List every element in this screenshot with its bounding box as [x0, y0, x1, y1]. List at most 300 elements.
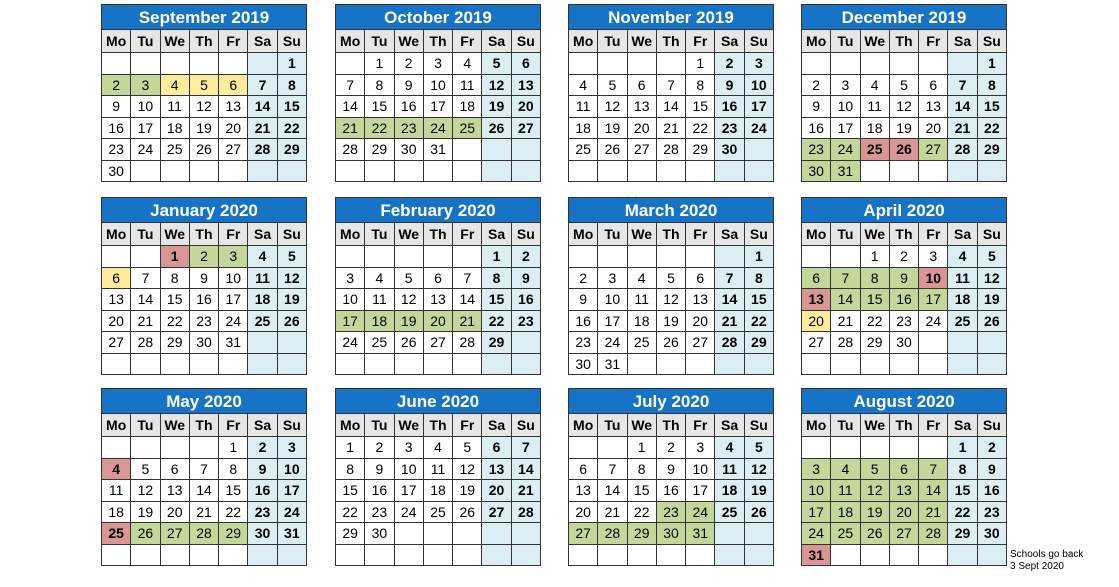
day-cell: 26 [889, 139, 918, 161]
day-cell [248, 353, 277, 375]
weekday-header-row [802, 30, 1007, 53]
week-row [102, 139, 307, 161]
day-cell: 17 [744, 96, 773, 118]
day-cell: 13 [482, 458, 511, 480]
day-cell: 29 [686, 139, 715, 161]
day-cell: 20 [102, 310, 131, 332]
weekday-header: Mo [802, 414, 831, 437]
weekday-header: We [394, 30, 423, 53]
day-cell: 30 [802, 160, 831, 182]
day-cell: 24 [831, 139, 860, 161]
day-cell: 17 [336, 310, 365, 332]
day-cell: 6 [511, 53, 540, 75]
day-cell [219, 53, 248, 75]
day-cell [511, 139, 540, 161]
day-cell: 28 [948, 139, 977, 161]
day-cell [394, 353, 423, 375]
day-cell: 14 [919, 480, 948, 502]
day-cell [569, 160, 598, 182]
day-cell: 22 [627, 501, 656, 523]
day-cell: 23 [511, 310, 540, 332]
day-cell: 2 [189, 246, 218, 268]
day-cell: 28 [598, 523, 627, 545]
note-line-2: 3 Sept 2020 [1010, 561, 1064, 572]
day-cell: 13 [423, 289, 452, 311]
day-cell: 9 [569, 289, 598, 311]
day-cell: 18 [948, 289, 977, 311]
day-cell: 14 [248, 96, 277, 118]
day-cell: 5 [860, 458, 889, 480]
day-cell: 2 [511, 246, 540, 268]
day-cell: 2 [715, 53, 744, 75]
day-cell: 17 [219, 289, 248, 311]
week-row [569, 289, 774, 311]
weekday-header: Fr [686, 30, 715, 53]
day-cell: 29 [744, 332, 773, 354]
day-cell: 24 [277, 501, 306, 523]
day-cell: 10 [131, 96, 160, 118]
day-cell [511, 353, 540, 375]
weekday-header: Su [977, 223, 1006, 246]
week-row [336, 139, 541, 161]
day-cell: 21 [715, 310, 744, 332]
day-cell: 28 [131, 332, 160, 354]
day-cell: 17 [802, 501, 831, 523]
day-cell: 1 [365, 53, 394, 75]
day-cell: 27 [919, 139, 948, 161]
day-cell [482, 160, 511, 182]
week-row [336, 437, 541, 459]
day-cell: 3 [744, 53, 773, 75]
day-cell: 27 [802, 332, 831, 354]
day-cell: 26 [860, 523, 889, 545]
week-row [336, 310, 541, 332]
week-row [336, 458, 541, 480]
day-cell: 9 [394, 74, 423, 96]
day-cell: 7 [336, 74, 365, 96]
day-cell [131, 544, 160, 566]
day-cell [482, 523, 511, 545]
weekday-header: Fr [219, 414, 248, 437]
day-cell: 8 [977, 74, 1006, 96]
weekday-header: We [860, 30, 889, 53]
day-cell: 26 [482, 117, 511, 139]
day-cell [598, 53, 627, 75]
day-cell: 25 [831, 523, 860, 545]
weekday-header: Tu [598, 223, 627, 246]
day-cell: 2 [656, 437, 685, 459]
day-cell [656, 353, 685, 375]
week-row [569, 74, 774, 96]
day-cell: 22 [686, 117, 715, 139]
day-cell: 23 [365, 501, 394, 523]
weekday-header: Tu [831, 414, 860, 437]
week-row [802, 117, 1007, 139]
day-cell [365, 544, 394, 566]
week-row [569, 96, 774, 118]
day-cell: 9 [802, 96, 831, 118]
week-row [102, 267, 307, 289]
weekday-header: Th [189, 414, 218, 437]
weekday-header: Tu [131, 30, 160, 53]
weekday-header-row [802, 414, 1007, 437]
day-cell: 3 [131, 74, 160, 96]
day-cell: 9 [102, 96, 131, 118]
day-cell [715, 353, 744, 375]
day-cell [715, 246, 744, 268]
weekday-header: Mo [569, 223, 598, 246]
day-cell: 30 [889, 332, 918, 354]
day-cell: 5 [394, 267, 423, 289]
week-row [569, 544, 774, 566]
day-cell: 1 [744, 246, 773, 268]
day-cell [627, 246, 656, 268]
day-cell: 29 [160, 332, 189, 354]
week-row [102, 74, 307, 96]
day-cell [131, 53, 160, 75]
weekday-header: We [160, 414, 189, 437]
day-cell: 22 [277, 117, 306, 139]
day-cell: 1 [219, 437, 248, 459]
day-cell: 15 [977, 96, 1006, 118]
day-cell: 18 [569, 117, 598, 139]
day-cell [131, 353, 160, 375]
day-cell: 14 [511, 458, 540, 480]
month-calendar [568, 388, 774, 566]
day-cell: 16 [248, 480, 277, 502]
day-cell [102, 353, 131, 375]
weekday-header: Mo [802, 223, 831, 246]
day-cell [744, 160, 773, 182]
day-cell: 4 [569, 74, 598, 96]
day-cell [189, 160, 218, 182]
day-cell: 9 [248, 458, 277, 480]
week-row [569, 480, 774, 502]
day-cell: 31 [598, 353, 627, 375]
weekday-header-row [802, 223, 1007, 246]
day-cell [919, 332, 948, 354]
day-cell: 16 [102, 117, 131, 139]
day-cell: 28 [919, 523, 948, 545]
weekday-header: Sa [715, 223, 744, 246]
day-cell [889, 544, 918, 566]
day-cell: 5 [889, 74, 918, 96]
week-row [102, 160, 307, 182]
day-cell [248, 53, 277, 75]
day-cell: 15 [744, 289, 773, 311]
day-cell: 7 [189, 458, 218, 480]
day-cell: 9 [656, 458, 685, 480]
day-cell: 21 [189, 501, 218, 523]
day-cell: 15 [160, 289, 189, 311]
day-cell: 2 [569, 267, 598, 289]
day-cell: 6 [482, 437, 511, 459]
day-cell: 2 [365, 437, 394, 459]
weekday-header: Sa [482, 30, 511, 53]
day-cell: 25 [160, 139, 189, 161]
day-cell: 31 [277, 523, 306, 545]
day-cell [189, 53, 218, 75]
day-cell [715, 544, 744, 566]
day-cell: 22 [744, 310, 773, 332]
weekday-header: Fr [919, 414, 948, 437]
week-row [802, 53, 1007, 75]
weekday-header-row [569, 30, 774, 53]
day-cell [919, 353, 948, 375]
day-cell: 13 [102, 289, 131, 311]
day-cell: 16 [511, 289, 540, 311]
day-cell: 13 [511, 74, 540, 96]
day-cell: 17 [277, 480, 306, 502]
weekday-header: Mo [336, 414, 365, 437]
day-cell: 10 [686, 458, 715, 480]
day-cell [453, 160, 482, 182]
day-cell: 12 [277, 267, 306, 289]
day-cell: 2 [394, 53, 423, 75]
day-cell: 6 [802, 267, 831, 289]
weekday-header: We [627, 223, 656, 246]
day-cell [160, 544, 189, 566]
day-cell: 28 [248, 139, 277, 161]
schools-return-note [1010, 549, 1115, 573]
week-row [802, 437, 1007, 459]
day-cell [189, 437, 218, 459]
day-cell: 1 [336, 437, 365, 459]
day-cell [948, 53, 977, 75]
day-cell: 31 [802, 544, 831, 566]
day-cell: 1 [977, 53, 1006, 75]
day-cell: 1 [482, 246, 511, 268]
day-cell: 21 [131, 310, 160, 332]
day-cell: 7 [656, 74, 685, 96]
day-cell: 24 [219, 310, 248, 332]
day-cell [860, 437, 889, 459]
weekday-header: Tu [365, 30, 394, 53]
day-cell: 19 [598, 117, 627, 139]
day-cell: 20 [511, 96, 540, 118]
day-cell: 23 [656, 501, 685, 523]
week-row [336, 501, 541, 523]
day-cell: 10 [744, 74, 773, 96]
day-cell: 8 [948, 458, 977, 480]
day-cell [569, 544, 598, 566]
month-grid [801, 413, 1007, 566]
day-cell: 1 [686, 53, 715, 75]
weekday-header: We [394, 223, 423, 246]
day-cell: 7 [511, 437, 540, 459]
week-row [569, 53, 774, 75]
weekday-header: Th [423, 30, 452, 53]
day-cell [831, 246, 860, 268]
day-cell: 27 [219, 139, 248, 161]
day-cell: 11 [627, 289, 656, 311]
day-cell: 7 [831, 267, 860, 289]
day-cell: 7 [131, 267, 160, 289]
day-cell [160, 160, 189, 182]
day-cell: 10 [423, 74, 452, 96]
day-cell: 17 [423, 96, 452, 118]
day-cell: 3 [919, 246, 948, 268]
day-cell [627, 53, 656, 75]
day-cell: 12 [744, 458, 773, 480]
day-cell: 21 [656, 117, 685, 139]
day-cell [744, 139, 773, 161]
day-cell: 4 [860, 74, 889, 96]
day-cell: 14 [948, 96, 977, 118]
day-cell [219, 160, 248, 182]
day-cell: 26 [744, 501, 773, 523]
day-cell: 12 [394, 289, 423, 311]
day-cell: 30 [394, 139, 423, 161]
day-cell: 8 [160, 267, 189, 289]
weekday-header: Su [977, 30, 1006, 53]
weekday-header-row [336, 414, 541, 437]
day-cell: 24 [394, 501, 423, 523]
month-grid [101, 29, 307, 182]
day-cell: 23 [977, 501, 1006, 523]
weekday-header: Sa [248, 30, 277, 53]
week-row [802, 310, 1007, 332]
weekday-header: Sa [715, 414, 744, 437]
day-cell: 10 [831, 96, 860, 118]
day-cell: 12 [131, 480, 160, 502]
day-cell: 22 [948, 501, 977, 523]
day-cell: 30 [656, 523, 685, 545]
day-cell: 28 [656, 139, 685, 161]
week-row [336, 480, 541, 502]
day-cell [889, 53, 918, 75]
week-row [336, 267, 541, 289]
month-calendar [101, 388, 307, 566]
day-cell: 7 [948, 74, 977, 96]
day-cell: 4 [160, 74, 189, 96]
day-cell: 30 [189, 332, 218, 354]
day-cell: 11 [102, 480, 131, 502]
day-cell: 23 [394, 117, 423, 139]
day-cell: 5 [656, 267, 685, 289]
week-row [802, 289, 1007, 311]
day-cell: 7 [919, 458, 948, 480]
day-cell: 13 [627, 96, 656, 118]
weekday-header: Su [977, 414, 1006, 437]
day-cell: 16 [715, 96, 744, 118]
day-cell [919, 53, 948, 75]
day-cell: 13 [219, 96, 248, 118]
day-cell [277, 353, 306, 375]
day-cell: 31 [423, 139, 452, 161]
day-cell: 3 [394, 437, 423, 459]
day-cell: 16 [802, 117, 831, 139]
week-row [802, 139, 1007, 161]
day-cell: 28 [336, 139, 365, 161]
day-cell: 7 [248, 74, 277, 96]
month-calendar [801, 4, 1007, 182]
day-cell: 28 [189, 523, 218, 545]
week-row [569, 501, 774, 523]
day-cell: 22 [365, 117, 394, 139]
day-cell: 4 [423, 437, 452, 459]
week-row [102, 96, 307, 118]
day-cell: 20 [219, 117, 248, 139]
day-cell: 25 [860, 139, 889, 161]
weekday-header-row [336, 223, 541, 246]
week-row [569, 458, 774, 480]
month-grid [568, 29, 774, 182]
week-row [102, 544, 307, 566]
day-cell: 2 [102, 74, 131, 96]
day-cell [453, 523, 482, 545]
day-cell: 10 [219, 267, 248, 289]
day-cell: 29 [277, 139, 306, 161]
day-cell [336, 160, 365, 182]
week-row [336, 96, 541, 118]
month-grid [335, 29, 541, 182]
month-calendar [101, 197, 307, 375]
week-row [569, 267, 774, 289]
day-cell [277, 160, 306, 182]
day-cell [423, 246, 452, 268]
weekday-header: Fr [453, 30, 482, 53]
weekday-header: Su [511, 223, 540, 246]
day-cell: 8 [744, 267, 773, 289]
day-cell: 18 [860, 117, 889, 139]
day-cell: 8 [482, 267, 511, 289]
week-row [802, 544, 1007, 566]
weekday-header: Su [744, 30, 773, 53]
day-cell [160, 353, 189, 375]
week-row [336, 332, 541, 354]
day-cell [919, 437, 948, 459]
week-row [802, 353, 1007, 375]
day-cell: 1 [948, 437, 977, 459]
month-calendar [335, 197, 541, 375]
day-cell [744, 523, 773, 545]
day-cell: 24 [423, 117, 452, 139]
day-cell [831, 437, 860, 459]
day-cell [394, 160, 423, 182]
day-cell [948, 544, 977, 566]
weekday-header: Sa [248, 223, 277, 246]
day-cell [569, 53, 598, 75]
day-cell [656, 246, 685, 268]
weekday-header: Th [423, 414, 452, 437]
weekday-header: We [860, 414, 889, 437]
day-cell: 6 [423, 267, 452, 289]
day-cell: 6 [160, 458, 189, 480]
day-cell: 22 [160, 310, 189, 332]
day-cell: 22 [336, 501, 365, 523]
day-cell: 12 [482, 74, 511, 96]
day-cell [189, 353, 218, 375]
weekday-header: Th [656, 223, 685, 246]
day-cell: 4 [453, 53, 482, 75]
day-cell: 3 [423, 53, 452, 75]
day-cell: 25 [248, 310, 277, 332]
day-cell [160, 437, 189, 459]
day-cell [860, 353, 889, 375]
day-cell: 16 [889, 289, 918, 311]
day-cell: 7 [598, 458, 627, 480]
day-cell: 17 [919, 289, 948, 311]
week-row [569, 117, 774, 139]
day-cell: 5 [453, 437, 482, 459]
day-cell [102, 246, 131, 268]
day-cell: 29 [977, 139, 1006, 161]
day-cell: 23 [189, 310, 218, 332]
week-row [102, 437, 307, 459]
weekday-header: Mo [336, 30, 365, 53]
day-cell [627, 544, 656, 566]
